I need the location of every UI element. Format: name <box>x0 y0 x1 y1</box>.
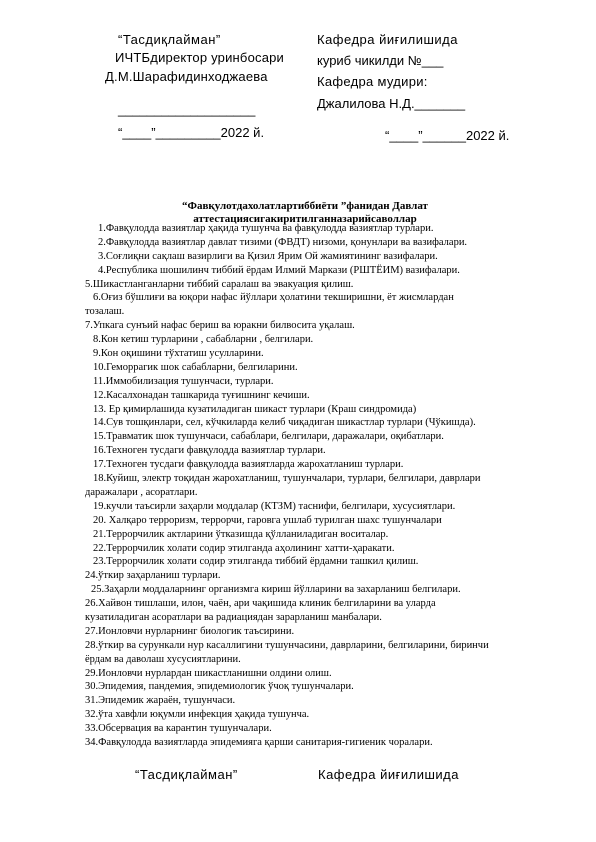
list-item: 27.Ионловчи нурларнинг биологик таъсирини. <box>85 626 295 637</box>
list-item: 5.Шикастланганларни тиббий саралаш ва эвакуация қилиш. <box>85 279 354 290</box>
list-item: 29.Ионловчи нурлардан шикастланишни олдини олиш. <box>85 668 332 679</box>
list-item: 25.Заҳарли моддаларнинг организмга кириш йўлларини ва захарланиш белгилари. <box>91 584 461 595</box>
document-title: “Фавқулотдахолатлартиббиёти ”фанидан Давлат <box>182 200 428 212</box>
list-item: 2.Фавқулодда вазиятлар давлат тизими (ФВДТ) низоми, қонунлари ва вазифалари. <box>98 237 468 248</box>
list-item: 6.Оғиз бўшлиғи ва юқори нафас йўллари ҳолатини текширишни, ёт жисмлардан <box>93 292 454 303</box>
list-item: 21.Террорчилик актларини ўтказишда қўлланиладиган воситалар. <box>93 529 389 540</box>
approval-left-position: ИЧТБдиректор уринбосари <box>115 50 285 65</box>
list-item: 7.Упкага сунъий нафас бериш ва юракни билвосита уқалаш. <box>85 320 355 331</box>
list-item: 1.Фавқулодда вазиятлар ҳақида тушунча ва фавқулодда вазиятлар турлари. <box>98 223 434 234</box>
approval-right-name: Джалилова Н.Д._______ <box>317 96 466 111</box>
list-item: 15.Травматик шок тушунчаси, сабаблари, белгилари, даражалари, оқибатлари. <box>93 431 444 442</box>
list-item: 11.Иммобилизация тушунчаси, турлари. <box>93 376 274 387</box>
approval-right-heading: Кафедра йиғилишида <box>317 32 458 47</box>
list-item: 19.кучли таъсирли заҳарли моддалар (КТЗМ) таснифи, белгилари, хусусиятлари. <box>93 501 456 512</box>
list-item: 20. Халқаро терроризм, террорчи, гаровга ушлаб турилган шахс тушунчалари <box>93 515 442 526</box>
approval-left-signature-line: ___________________ <box>118 102 256 117</box>
footer-approval-left: “Тасдиқлайман” <box>135 767 238 782</box>
list-item: 14.Сув тошқинлари, сел, кўчкиларда келиб чиқадиган шикастлар турлари (Чўкишда). <box>93 417 476 428</box>
list-item: 31.Эпидемик жараён, тушунчаси. <box>85 695 236 706</box>
list-item: 3.Соғлиқни сақлаш вазирлиги ва Қизил Ярим Ой жамиятининг вазифалари. <box>98 251 438 262</box>
list-item: 17.Техноген тусдаги фавқулодда вазиятларда жарохатланиш турлари. <box>93 459 404 470</box>
approval-right-date: “____”______2022 й. <box>385 128 510 143</box>
approval-left-date: “____”_________2022 й. <box>118 125 265 140</box>
list-item: 9.Кон оқишини тўхтатиш усулларини. <box>93 348 264 359</box>
list-item: 10.Геморрагик шок сабабларни, белгиларини. <box>93 362 298 373</box>
list-item: ёрдам ва даволаш хусусиятларини. <box>85 654 241 665</box>
approval-left-name: Д.М.Шарафидинходжаева <box>105 69 268 84</box>
list-item: 16.Техноген тусдаги фавқулодда вазиятлар турлари. <box>93 445 326 456</box>
list-item: 12.Касалхонадан ташкарида туғишнинг кечиши. <box>93 390 310 401</box>
list-item: 8.Кон кетиш турларини , сабабларни , белгилари. <box>93 334 314 345</box>
list-item: 32.ўта хавфли юқумли инфекция ҳақида тушунча. <box>85 709 310 720</box>
list-item: 30.Эпидемия, пандемия, эпидемиологик ўчоқ тушунчалари. <box>85 681 354 692</box>
list-item: 4.Республика шошилинч тиббий ёрдам Илмий Маркази (РШТЁИМ) вазифалари. <box>98 265 460 276</box>
list-item: 28.ўткир ва сурункали нур касаллигини тушунчасини, даврларини, белгиларини, биринчи <box>85 640 489 651</box>
approval-right-position: Кафедра мудири: <box>317 74 428 89</box>
list-item: кузатиладиган асоратлари ва радиациядан зарарланиш манбалари. <box>85 612 382 623</box>
footer-approval-right: Кафедра йиғилишида <box>318 767 459 782</box>
list-item: 22.Террорчилик холати содир этилганда аҳолининг хатти-ҳаракати. <box>93 543 395 554</box>
list-item: тозалаш. <box>85 306 125 317</box>
document-subtitle: аттестациясигакиритилганназарийсаволлар <box>193 213 417 225</box>
list-item: 13. Ер қимирлашида кузатиладиган шикаст турлари (Краш синдромида) <box>93 404 417 415</box>
list-item: даражалари , асоратлари. <box>85 487 198 498</box>
list-item: 34.Фавқулодда вазиятларда эпидемияга қарши санитария-гигиеник чоралари. <box>85 737 433 748</box>
approval-left-heading: “Тасдиқлайман” <box>118 32 221 47</box>
list-item: 23.Террорчилик холати содир этилганда тиббий ёрдамни ташкил қилиш. <box>93 556 419 567</box>
list-item: 24.ўткир заҳарланиш турлари. <box>85 570 221 581</box>
approval-right-protocol: куриб чикилди №___ <box>317 53 444 68</box>
list-item: 26.Хайвон тишлаши, илон, чаён, ари чақишида клиник белгиларини ва уларда <box>85 598 436 609</box>
list-item: 18.Куйиш, электр тоқидан жарохатланиш, тушунчалари, турлари, белгилари, даврлари <box>93 473 481 484</box>
list-item: 33.Обсервация ва карантин тушунчалари. <box>85 723 272 734</box>
